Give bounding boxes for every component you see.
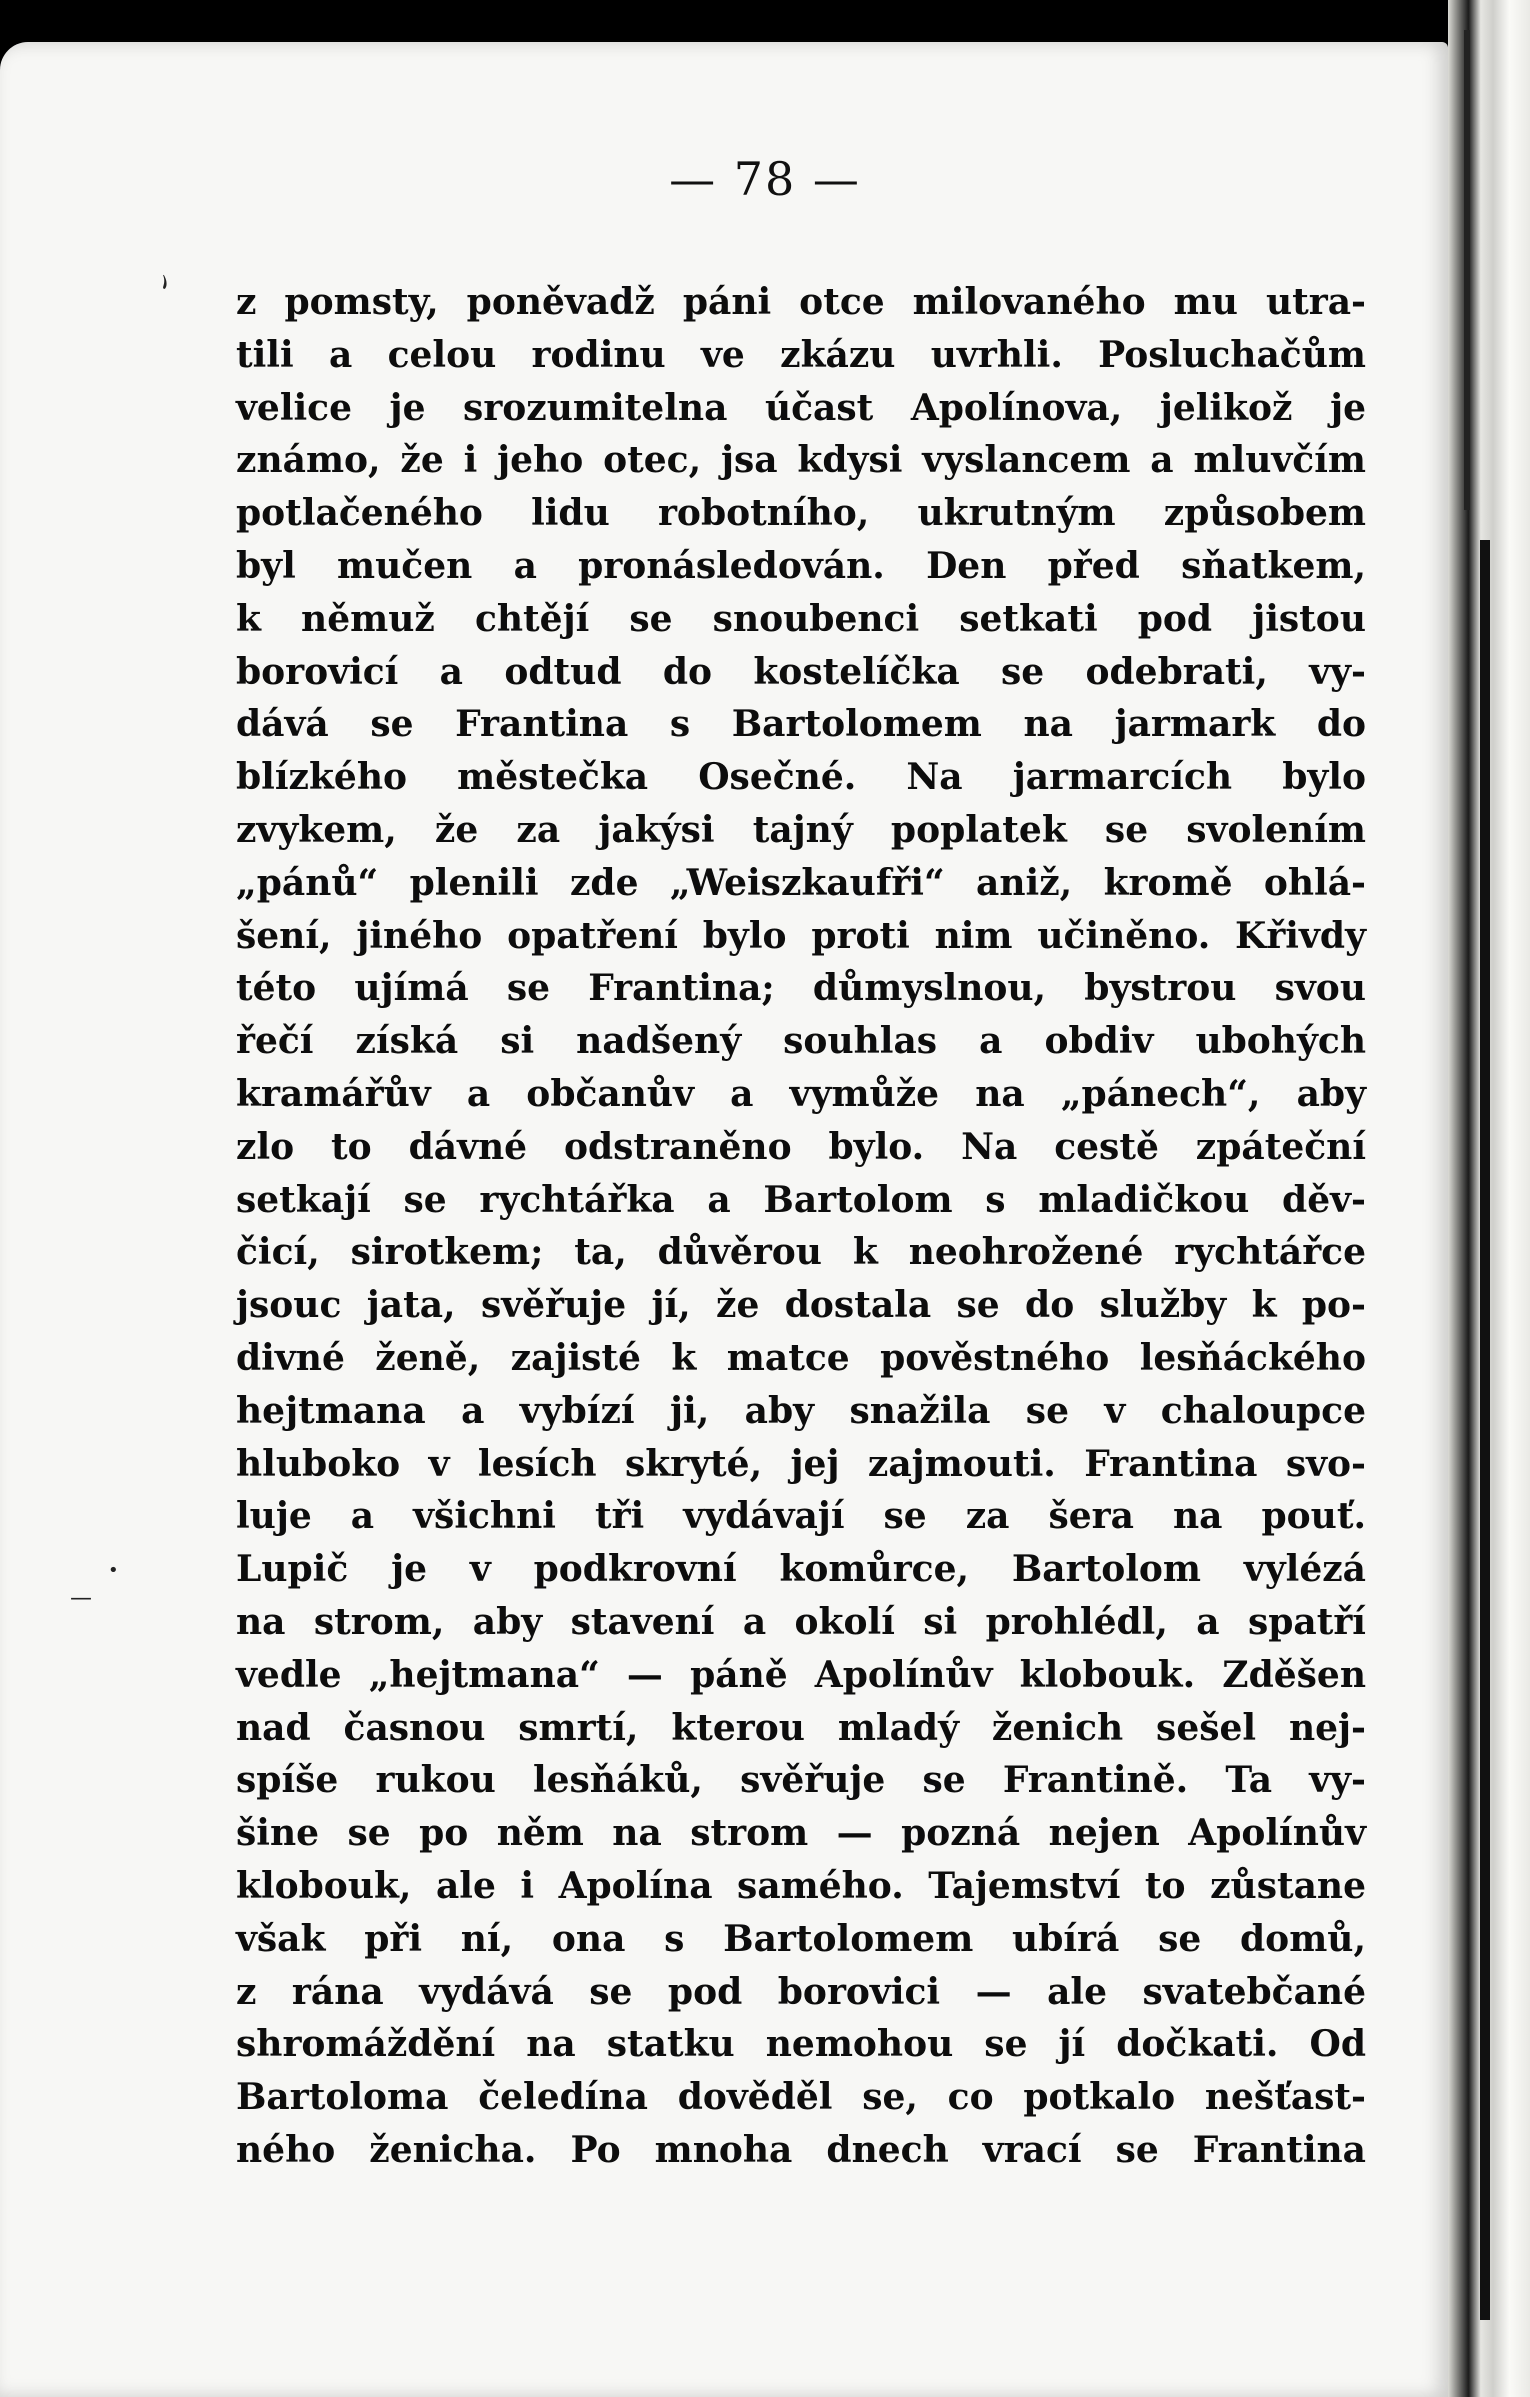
text-line: kramářův a občanův a vymůže na „pánech“, aby xyxy=(236,1072,1366,1115)
text-line: řečí získá si nadšený souhlas a obdiv ubohých xyxy=(236,1020,1366,1063)
binding-shadow-top xyxy=(1464,30,1470,510)
page-edge-shadow xyxy=(1448,0,1530,2397)
text-line: klobouk, ale i Apolína samého. Tajemství to zůstane xyxy=(236,1864,1366,1907)
text-line: této ujímá se Frantina; důmyslnou, bystrou svou xyxy=(236,967,1366,1010)
binding-shadow xyxy=(1480,540,1490,2320)
text-line: šine se po něm na strom — pozná nejen Apolínův xyxy=(236,1812,1366,1855)
text-line: z pomsty, poněvadž páni otce milovaného mu utra- xyxy=(236,281,1366,323)
text-line: Bartoloma čeledína dověděl se, co potkalo nešťast- xyxy=(236,2076,1366,2119)
text-line: jsouc jata, svěřuje jí, že dostala se do služby k po- xyxy=(236,1284,1366,1327)
ink-mark-icon: ヽ xyxy=(140,259,186,306)
text-line: známo, že i jeho otec, jsa kdysi vyslancem a mluvčím xyxy=(236,439,1366,482)
text-line: vedle „hejtmana“ — páně Apolínův klobouk. Zděšen xyxy=(236,1653,1366,1696)
text-line: byl mučen a pronásledován. Den před sňatkem, xyxy=(236,544,1366,587)
text-line: „pánů“ plenili zde „Weiszkaufři“ aniž, kromě ohlá- xyxy=(236,861,1366,904)
text-line: divné ženě, zajisté k matce pověstného lesňáckého xyxy=(236,1336,1366,1379)
text-line: ného ženicha. Po mnoha dnech vrací se Frantina xyxy=(236,2128,1366,2171)
text-line: však při ní, ona s Bartolomem ubírá se domů, xyxy=(236,1917,1366,1960)
text-line: potlačeného lidu robotního, ukrutným způsobem xyxy=(236,492,1366,535)
text-line: na strom, aby stavení a okolí si prohlédl, a spatří xyxy=(236,1600,1366,1643)
text-line: dává se Frantina s Bartolomem na jarmark do xyxy=(236,703,1366,746)
dash-mark-icon: — xyxy=(70,1586,92,1611)
text-line: hluboko v lesích skryté, jej zajmouti. Frantina svo- xyxy=(236,1442,1366,1485)
text-line: borovicí a odtud do kostelíčka se odebrati, vy- xyxy=(236,650,1366,693)
text-line: zvykem, že za jakýsi tajný poplatek se svolením xyxy=(236,808,1366,851)
text-line: šení, jiného opatření bylo proti nim učiněno. Křivdy xyxy=(236,914,1366,957)
text-line: spíše rukou lesňáků, svěřuje se Frantině. Ta vy- xyxy=(236,1759,1366,1802)
text-line: čicí, sirotkem; ta, důvěrou k neohrožené rychtářce xyxy=(236,1231,1366,1274)
text-line: zlo to dávné odstraněno bylo. Na cestě zpáteční xyxy=(236,1125,1366,1168)
text-line: velice je srozumitelna účast Apolínova, jelikož je xyxy=(236,386,1366,429)
text-line: Lupič je v podkrovní komůrce, Bartolom vylézá xyxy=(236,1548,1366,1591)
text-line: shromáždění na statku nemohou se jí dočkati. Od xyxy=(236,2023,1366,2066)
dot-mark-icon: • xyxy=(108,1560,119,1581)
text-line: nad časnou smrtí, kterou mladý ženich sešel nej- xyxy=(236,1706,1366,1749)
text-line: luje a všichni tři vydávají se za šera na pouť. xyxy=(236,1495,1366,1538)
text-line: hejtmana a vybízí ji, aby snažila se v chaloupce xyxy=(236,1389,1366,1432)
text-line: blízkého městečka Osečné. Na jarmarcích bylo xyxy=(236,756,1366,799)
page-number: — 78 — xyxy=(669,152,861,206)
text-line: k němuž chtějí se snoubenci setkati pod jistou xyxy=(236,597,1366,640)
text-line: setkají se rychtářka a Bartolom s mladičkou děv- xyxy=(236,1178,1366,1221)
body-text xyxy=(236,276,1366,2177)
text-line: z rána vydává se pod borovici — ale svatebčané xyxy=(236,1970,1366,2013)
text-line: tili a celou rodinu ve zkázu uvrhli. Posluchačům xyxy=(236,333,1366,376)
